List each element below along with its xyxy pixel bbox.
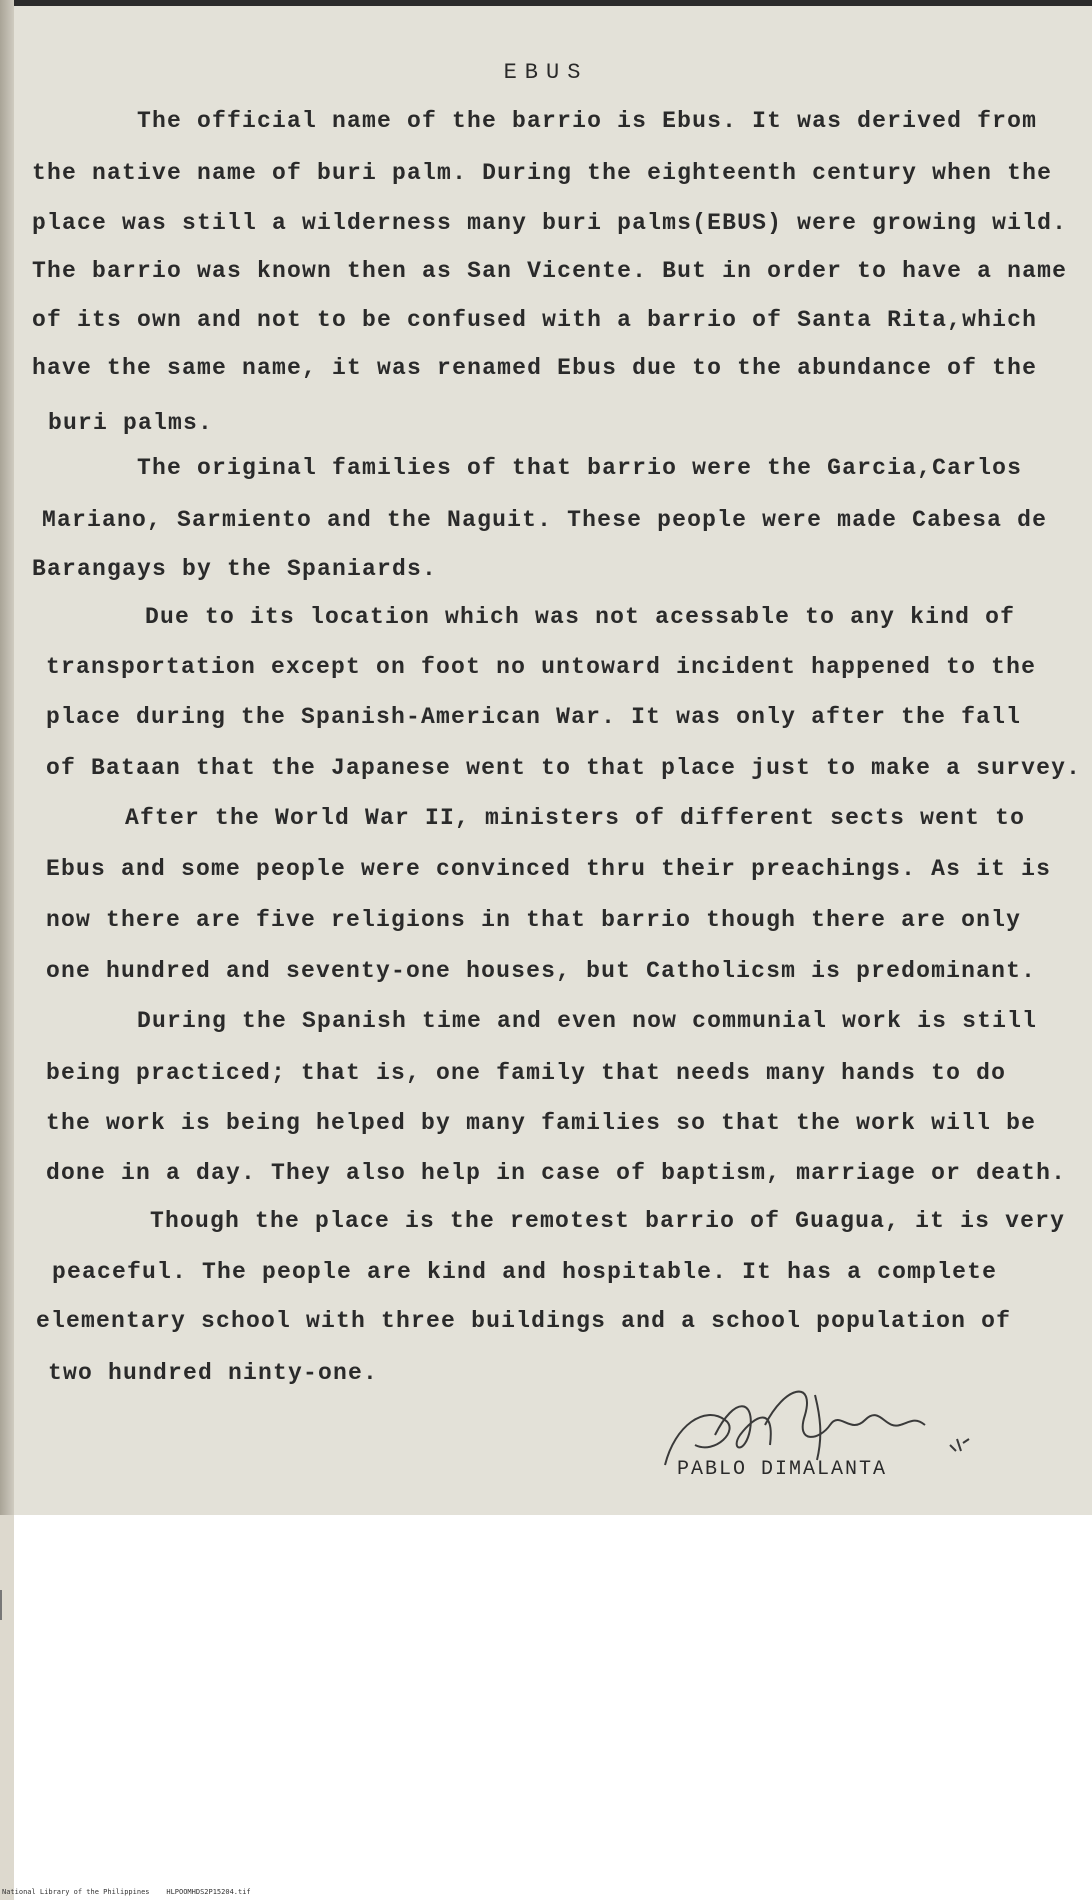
text-line: have the same name, it was renamed Ebus due to the abundance of the (32, 355, 1038, 381)
text-line: Mariano, Sarmiento and the Naguit. These people were made Cabesa de (42, 507, 1048, 533)
text-line: two hundred ninty-one. (48, 1360, 379, 1386)
edge-mark (0, 1590, 12, 1620)
text-line: place was still a wilderness many buri palms(EBUS) were growing wild. (32, 210, 1068, 236)
text-line: now there are five religions in that barrio though there are only (46, 907, 1022, 933)
text-line: The original families of that barrio were the Garcia,Carlos (137, 455, 1023, 481)
text-line: one hundred and seventy-one houses, but Catholicsm is predominant. (46, 958, 1037, 984)
text-line: transportation except on foot no untoward incident happened to the (46, 654, 1037, 680)
text-line: place during the Spanish-American War. It was only after the fall (46, 704, 1022, 730)
signer-name: PABLO DIMALANTA (677, 1458, 888, 1481)
text-line: peaceful. The people are kind and hospitable. It has a complete (52, 1259, 998, 1285)
text-line: of its own and not to be confused with a barrio of Santa Rita,which (32, 307, 1038, 333)
text-line: being practiced; that is, one family that needs many hands to do (46, 1060, 1007, 1086)
text-line: done in a day. They also help in case of baptism, marriage or death. (46, 1160, 1067, 1186)
archive-footer: National Library of the Philippines HLPOOMHDS2P15204.tif (2, 1888, 251, 1896)
text-line: the native name of buri palm. During the eighteenth century when the (32, 160, 1053, 186)
document-title: EBUS (503, 60, 589, 85)
text-line: Due to its location which was not acessable to any kind of (145, 604, 1016, 630)
text-line: the work is being helped by many families so that the work will be (46, 1110, 1037, 1136)
text-line: of Bataan that the Japanese went to that place just to make a survey. (46, 755, 1082, 781)
text-line: elementary school with three buildings and a school population of (36, 1308, 1012, 1334)
text-line: After the World War II, ministers of different sects went to (125, 805, 1026, 831)
text-line: Barangays by the Spaniards. (32, 556, 438, 582)
text-line: buri palms. (48, 410, 214, 436)
text-line: Though the place is the remotest barrio of Guagua, it is very (150, 1208, 1066, 1234)
text-line: Ebus and some people were convinced thru their preachings. As it is (46, 856, 1052, 882)
text-line: During the Spanish time and even now communial work is still (137, 1008, 1038, 1034)
text-line: The official name of the barrio is Ebus. It was derived from (137, 108, 1038, 134)
text-line: The barrio was known then as San Vicente. But in order to have a name (32, 258, 1068, 284)
binding-edge-lower (0, 1515, 14, 1900)
